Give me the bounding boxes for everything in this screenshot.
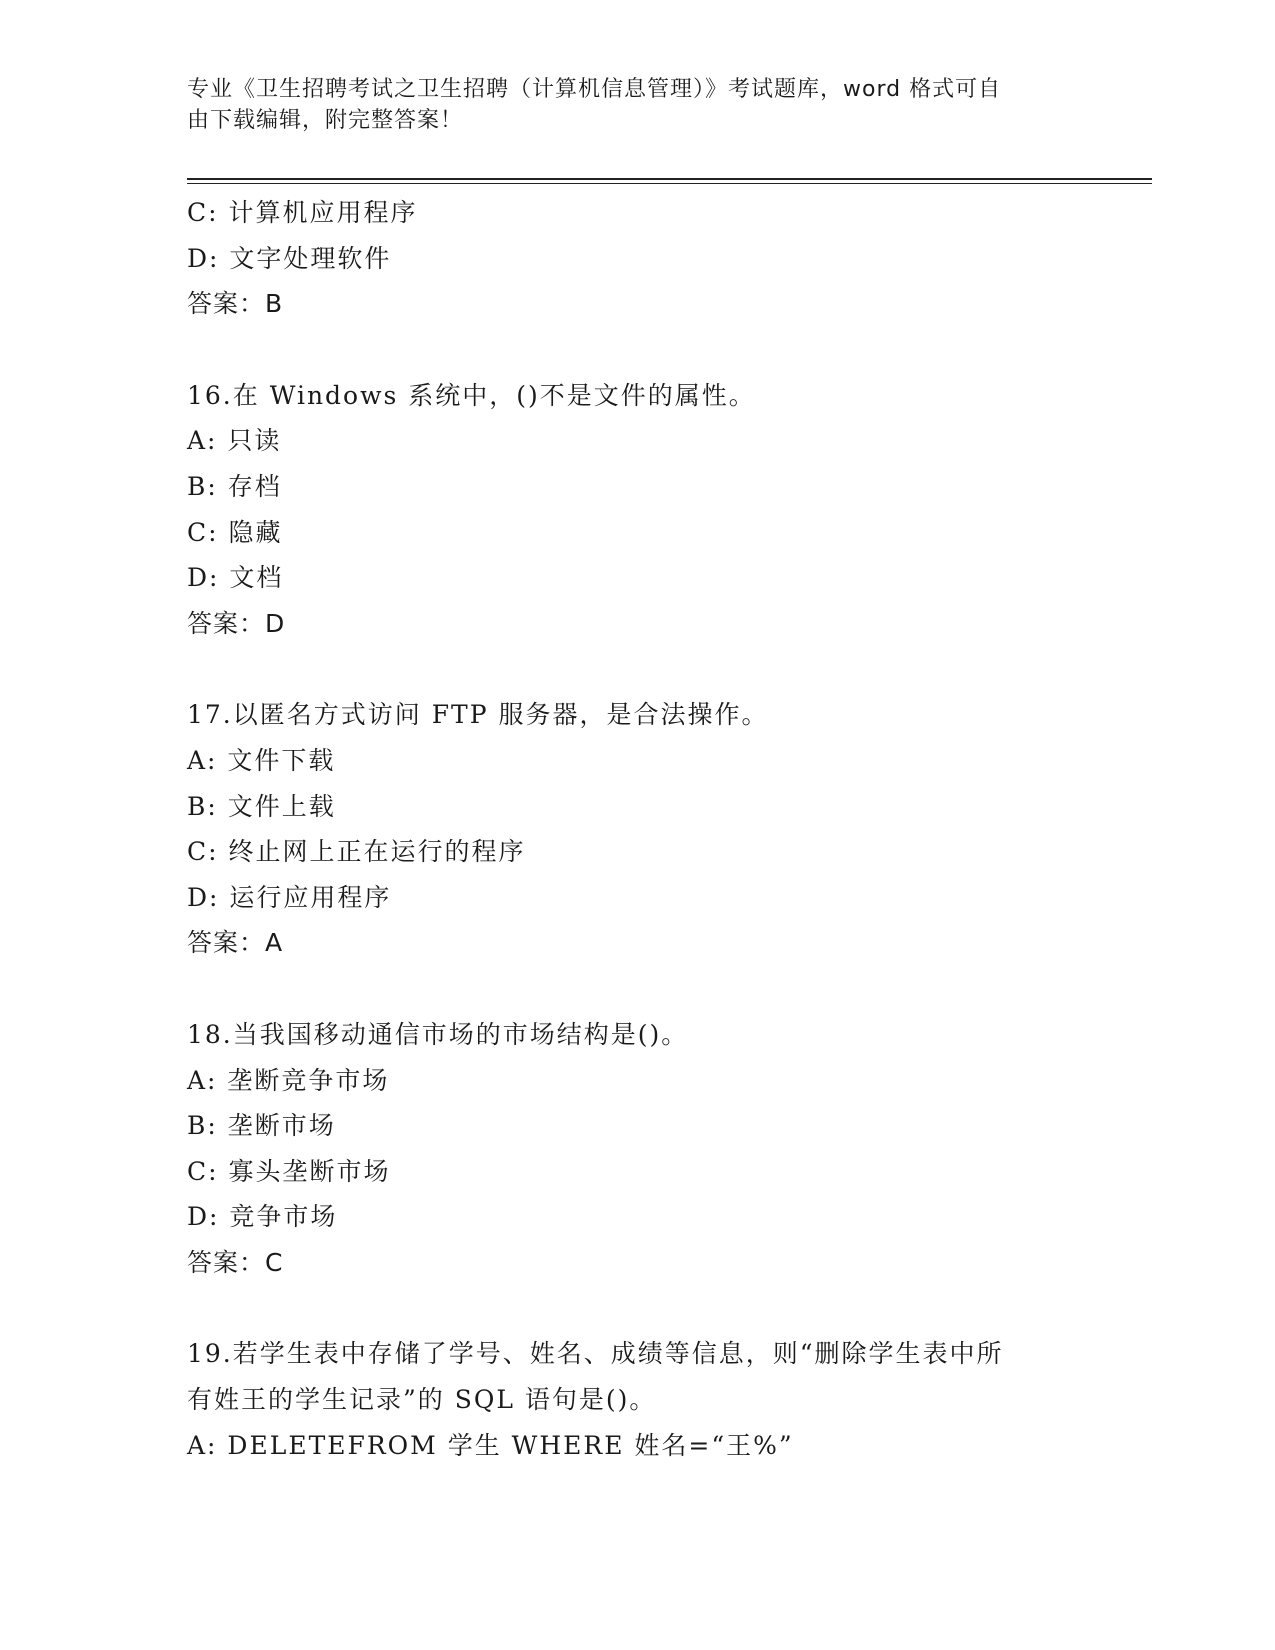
answer: 答案：C xyxy=(187,1247,284,1277)
spacer xyxy=(187,646,1087,692)
option-a: A: DELETEFROM 学生 WHERE 姓名=“王%” xyxy=(187,1430,794,1460)
spacer xyxy=(187,327,1087,373)
header-divider-thick xyxy=(187,178,1152,180)
question-18 xyxy=(187,1012,1087,1286)
option-b: B: 存档 xyxy=(187,471,282,501)
option-c: C: 计算机应用程序 xyxy=(187,198,418,227)
answer: 答案：B xyxy=(187,289,284,319)
question-list xyxy=(187,190,1087,1468)
option-b: B: 垄断市场 xyxy=(187,1111,336,1141)
header-line-2: 由下载编辑，附完整答案！ xyxy=(187,108,464,133)
question-text: 18.当我国移动通信市场的市场结构是()。 xyxy=(187,1019,689,1049)
spacer xyxy=(187,1285,1087,1331)
question-19 xyxy=(187,1331,1087,1468)
question-16 xyxy=(187,373,1087,647)
question-17 xyxy=(187,692,1087,966)
answer: 答案：A xyxy=(187,928,284,958)
option-b: B: 文件上载 xyxy=(187,791,336,821)
option-d: D: 竞争市场 xyxy=(187,1202,338,1232)
question-text-line-2: 有姓王的学生记录”的 SQL 语句是()。 xyxy=(187,1385,657,1415)
option-c: C: 隐藏 xyxy=(187,517,283,547)
option-a: A: 只读 xyxy=(187,426,282,456)
option-d: D: 运行应用程序 xyxy=(187,882,392,912)
question-15-tail xyxy=(187,190,1087,327)
option-c: C: 寡头垄断市场 xyxy=(187,1156,391,1186)
document-header xyxy=(187,74,1087,136)
header-line-1: 专业《卫生招聘考试之卫生招聘（计算机信息管理）》考试题库，word 格式可自 xyxy=(187,77,1002,102)
option-a: A: 垄断竞争市场 xyxy=(187,1065,390,1095)
question-text: 16.在 Windows 系统中，()不是文件的属性。 xyxy=(187,380,756,410)
option-c: C: 终止网上正在运行的程序 xyxy=(187,837,526,867)
spacer xyxy=(187,966,1087,1012)
option-d: D: 文档 xyxy=(187,563,284,593)
question-text: 17.以匿名方式访问 FTP 服务器，是合法操作。 xyxy=(187,700,769,730)
option-d: D: 文字处理软件 xyxy=(187,243,392,273)
question-text-line-1: 19.若学生表中存储了学号、姓名、成绩等信息，则“删除学生表中所 xyxy=(187,1339,1004,1369)
answer: 答案：D xyxy=(187,608,286,638)
option-a: A: 文件下载 xyxy=(187,745,336,775)
header-divider-thin xyxy=(187,183,1152,184)
